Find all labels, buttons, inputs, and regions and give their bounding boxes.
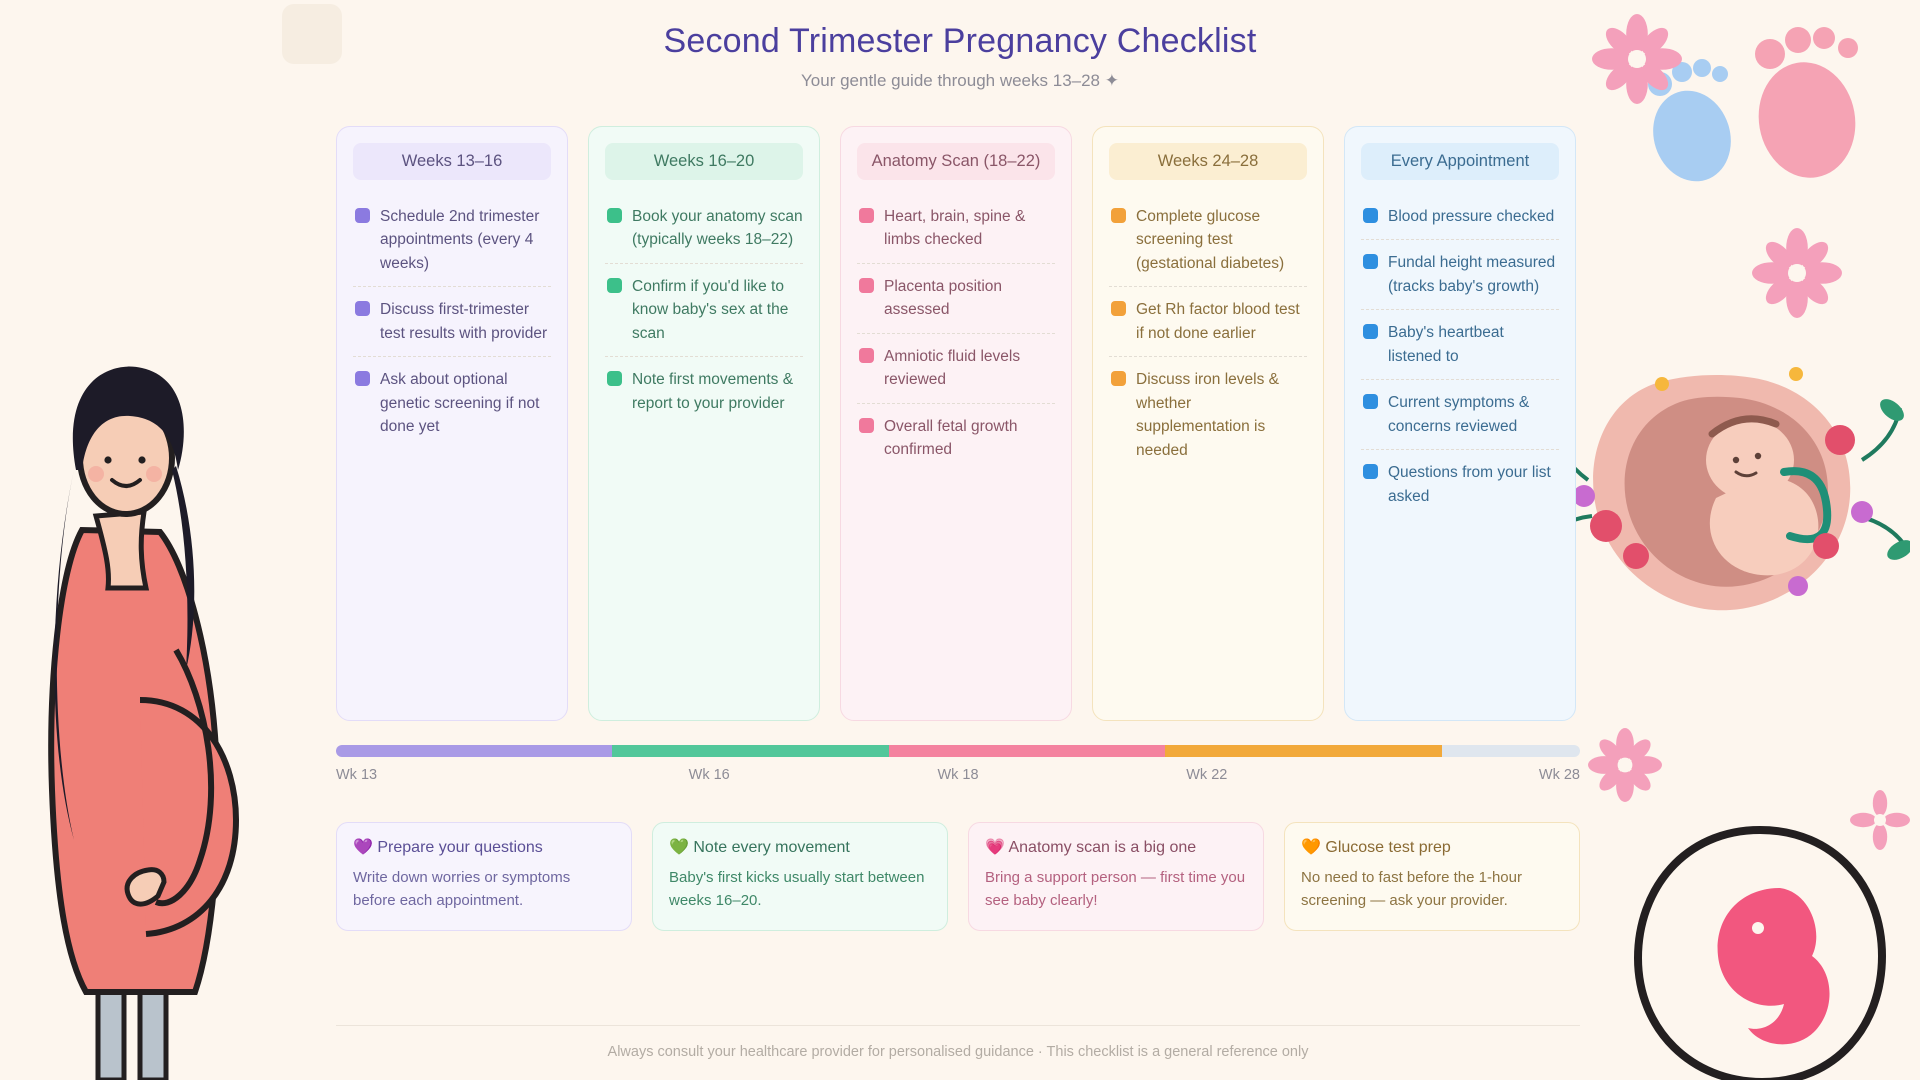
checklist-item-label: Note first movements & report to your provider xyxy=(632,371,794,412)
checklist-item[interactable] xyxy=(1361,194,1559,240)
checklist-item[interactable] xyxy=(1361,379,1559,449)
checkbox-icon[interactable] xyxy=(607,371,622,386)
checklist-item[interactable] xyxy=(857,333,1055,403)
checkbox-icon[interactable] xyxy=(1111,208,1126,223)
tip-body: Bring a support person — first time you see baby clearly! xyxy=(985,868,1246,909)
checkbox-icon[interactable] xyxy=(859,208,874,223)
checkbox-icon[interactable] xyxy=(607,208,622,223)
tip-card xyxy=(652,822,948,931)
checklist-card-row xyxy=(336,126,1580,721)
checklist-item-label: Discuss first-trimester test results with provider xyxy=(380,301,548,342)
checklist-item[interactable] xyxy=(857,403,1055,473)
checklist-item[interactable] xyxy=(1361,239,1559,309)
checklist-item-label: Amniotic fluid levels reviewed xyxy=(884,347,1021,389)
tip-card-row xyxy=(336,822,1580,931)
timeline-tick-label: Wk 22 xyxy=(1186,767,1228,783)
checklist-item-label: Blood pressure checked xyxy=(1388,207,1555,225)
page-subtitle: Your gentle guide through weeks 13–28 ✦ xyxy=(801,71,1119,90)
tip-card xyxy=(1284,822,1580,931)
womb-baby-illustration xyxy=(1540,330,1910,630)
checkbox-icon[interactable] xyxy=(355,208,370,223)
checklist-item[interactable] xyxy=(353,286,551,356)
checklist-item-label: Get Rh factor blood test if not done earlier xyxy=(1136,301,1300,342)
checklist-item[interactable] xyxy=(1361,449,1559,519)
fetus-outline-illustration xyxy=(1630,816,1890,1080)
timeline-ticks xyxy=(336,767,1580,783)
checklist-item-label: Complete glucose screening test (gestational diabetes) xyxy=(1136,207,1285,272)
checklist-card xyxy=(1344,126,1576,721)
checklist-item[interactable] xyxy=(1109,194,1307,287)
checklist-item-label: Discuss iron levels & whether supplementation is needed xyxy=(1136,371,1279,459)
checklist-item[interactable] xyxy=(1109,356,1307,473)
checklist-item[interactable] xyxy=(605,194,803,263)
card-title: Weeks 16–20 xyxy=(605,143,803,180)
checklist-item[interactable] xyxy=(857,263,1055,333)
checkbox-icon[interactable] xyxy=(355,301,370,316)
checklist-item[interactable] xyxy=(353,356,551,450)
footer-disclaimer: Always consult your healthcare provider for personalised guidance · This checklist is a general reference only xyxy=(336,1025,1580,1060)
timeline-tick-label: Wk 13 xyxy=(336,767,378,783)
checkbox-icon[interactable] xyxy=(859,348,874,363)
checklist-item-label: Questions from your list asked xyxy=(1388,464,1551,505)
checklist-card xyxy=(336,126,568,721)
timeline-segment xyxy=(1442,745,1580,757)
checkbox-icon[interactable] xyxy=(1363,208,1378,223)
checklist-item[interactable] xyxy=(1109,286,1307,356)
checkbox-icon[interactable] xyxy=(1363,394,1378,409)
checklist-item-label: Book your anatomy scan (typically weeks 18–22) xyxy=(632,207,803,249)
tip-body: Baby's first kicks usually start between weeks 16–20. xyxy=(669,868,925,909)
checkbox-icon[interactable] xyxy=(1363,464,1378,479)
checklist-item-label: Ask about optional genetic screening if not done yet xyxy=(380,371,540,436)
card-title: Weeks 24–28 xyxy=(1109,143,1307,180)
checklist-item[interactable] xyxy=(1361,309,1559,379)
timeline-segment xyxy=(1165,745,1441,757)
checkbox-icon[interactable] xyxy=(1111,301,1126,316)
checklist-card xyxy=(840,126,1072,721)
tip-title: 🧡 Glucose test prep xyxy=(1301,839,1451,856)
timeline-segment xyxy=(889,745,1165,757)
checklist-card xyxy=(1092,126,1324,721)
page-header xyxy=(0,22,1920,91)
checkbox-icon[interactable] xyxy=(1363,324,1378,339)
card-title: Weeks 13–16 xyxy=(353,143,551,180)
week-timeline xyxy=(336,745,1580,783)
flower-icon xyxy=(1752,228,1842,318)
tip-title: 💜 Prepare your questions xyxy=(353,839,543,856)
timeline-tick-label: Wk 16 xyxy=(688,767,730,783)
checklist-item-label: Baby's heartbeat listened to xyxy=(1388,324,1504,365)
checklist-item-label: Fundal height measured (tracks baby's growth) xyxy=(1388,254,1556,295)
card-title: Anatomy Scan (18–22) xyxy=(857,143,1055,180)
checklist-item[interactable] xyxy=(605,263,803,357)
tip-body: Write down worries or symptoms before each appointment. xyxy=(353,868,571,909)
checklist-item-label: Heart, brain, spine & limbs checked xyxy=(884,207,1026,249)
checklist-item-label: Schedule 2nd trimester appointments (every 4 weeks) xyxy=(380,207,540,272)
timeline-tick-label: Wk 18 xyxy=(937,767,979,783)
tip-title: 💚 Note every movement xyxy=(669,839,850,856)
checklist-item-label: Overall fetal growth confirmed xyxy=(884,417,1018,459)
tip-body: No need to fast before the 1-hour screening — ask your provider. xyxy=(1301,868,1522,909)
pregnant-woman-illustration xyxy=(0,320,290,1080)
checklist-item[interactable] xyxy=(605,356,803,426)
checkbox-icon[interactable] xyxy=(1111,371,1126,386)
timeline-bar xyxy=(336,745,1580,757)
checkbox-icon[interactable] xyxy=(355,371,370,386)
checklist-item-label: Confirm if you'd like to know baby's sex at the scan xyxy=(632,277,789,342)
checklist-item[interactable] xyxy=(353,194,551,287)
card-title: Every Appointment xyxy=(1361,143,1559,180)
checklist-item-label: Placenta position assessed xyxy=(884,277,1003,319)
flower-icon xyxy=(1588,728,1662,802)
checklist-item[interactable] xyxy=(857,194,1055,263)
checkbox-icon[interactable] xyxy=(859,418,874,433)
tip-card xyxy=(968,822,1264,931)
checkbox-icon[interactable] xyxy=(607,278,622,293)
checklist-item-label: Current symptoms & concerns reviewed xyxy=(1388,394,1530,435)
timeline-tick-label: Wk 28 xyxy=(1538,767,1580,783)
page-title: Second Trimester Pregnancy Checklist xyxy=(663,22,1257,60)
tip-card xyxy=(336,822,632,931)
checkbox-icon[interactable] xyxy=(1363,254,1378,269)
timeline-segment xyxy=(336,745,612,757)
flower-icon xyxy=(1850,790,1910,850)
tip-title: 💗 Anatomy scan is a big one xyxy=(985,839,1197,856)
timeline-segment xyxy=(612,745,888,757)
checkbox-icon[interactable] xyxy=(859,278,874,293)
checklist-card xyxy=(588,126,820,721)
